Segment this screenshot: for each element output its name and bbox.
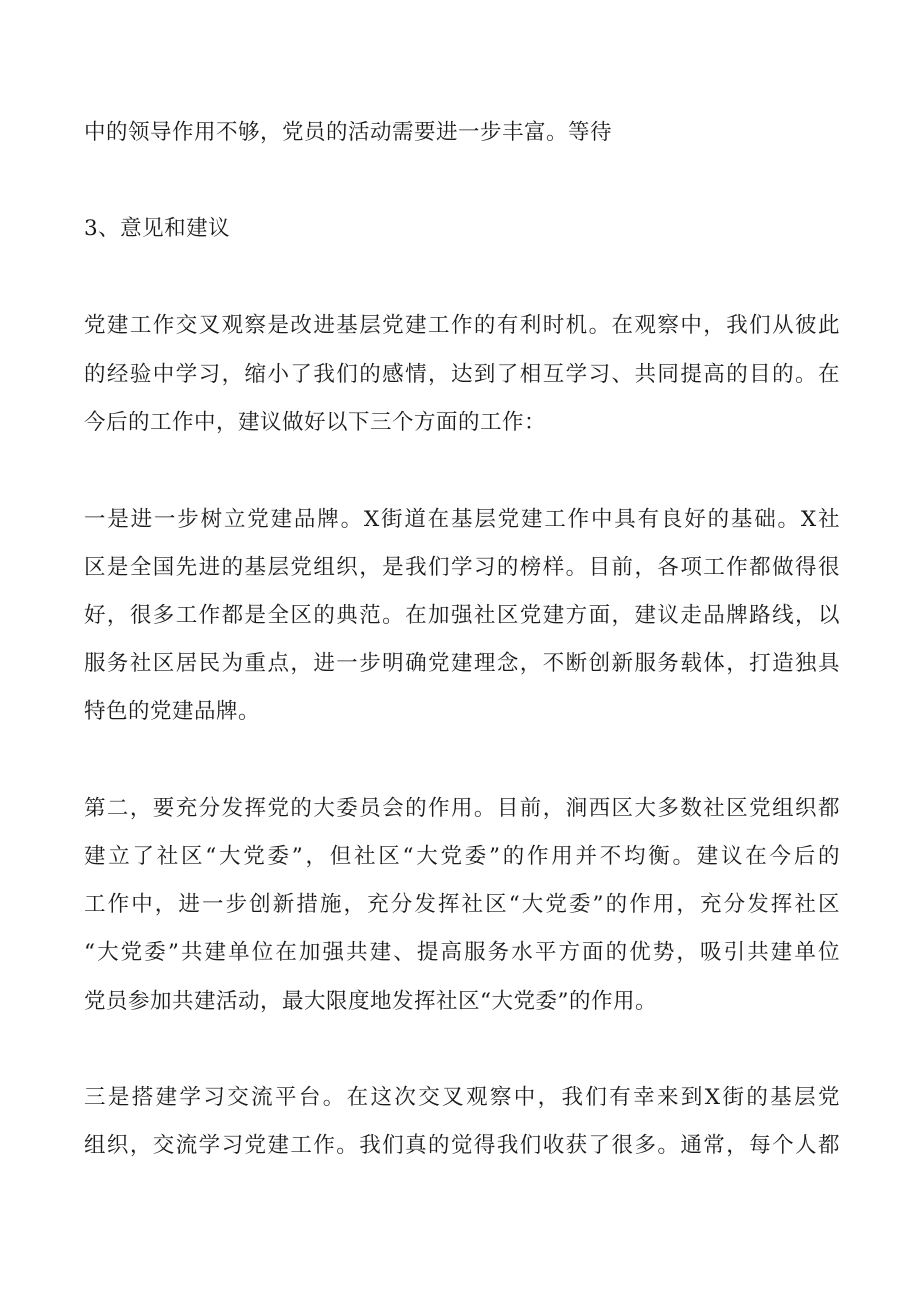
paragraph-line: 一是进一步树立党建品牌。X街道在基层党建工作中具有良好的基础。X社 [84,507,840,532]
paragraph-line: 第二，要充分发挥党的大委员会的作用。目前，涧西区大多数社区党组织都 [84,796,840,821]
paragraph-line: 中的领导作用不够，党员的活动需要进一步丰富。等待 [84,120,613,145]
paragraph-line: 服务社区居民为重点，进一步明确党建理念，不断创新服务载体，打造独具 [84,651,840,676]
paragraph-line: 的经验中学习，缩小了我们的感情，达到了相互学习、共同提高的目的。在 [84,362,840,387]
section-heading: 3、意见和建议 [84,216,231,241]
paragraph-line: 今后的工作中，建议做好以下三个方面的工作： [84,410,547,435]
paragraph-line: 建立了社区“大党委”，但社区“大党委”的作用并不均衡。建议在今后的 [84,844,840,869]
paragraph-line: 区是全国先进的基层党组织，是我们学习的榜样。目前，各项工作都做得很 [84,555,840,580]
paragraph-line: 党员参加共建活动，最大限度地发挥社区“大党委”的作用。 [84,989,657,1014]
paragraph-line: “大党委”共建单位在加强共建、提高服务水平方面的优势，吸引共建单位 [84,940,840,965]
paragraph-line: 三是搭建学习交流平台。在这次交叉观察中，我们有幸来到X街的基层党 [84,1085,840,1110]
paragraph-line: 党建工作交叉观察是改进基层党建工作的有利时机。在观察中，我们从彼此 [84,313,840,338]
paragraph-line: 组织，交流学习党建工作。我们真的觉得我们收获了很多。通常，每个人都 [84,1133,840,1158]
paragraph-line: 特色的党建品牌。 [84,699,261,724]
paragraph-line: 工作中，进一步创新措施，充分发挥社区“大党委”的作用，充分发挥社区 [84,892,840,917]
paragraph-line: 好，很多工作都是全区的典范。在加强社区党建方面，建议走品牌路线，以 [84,603,840,628]
